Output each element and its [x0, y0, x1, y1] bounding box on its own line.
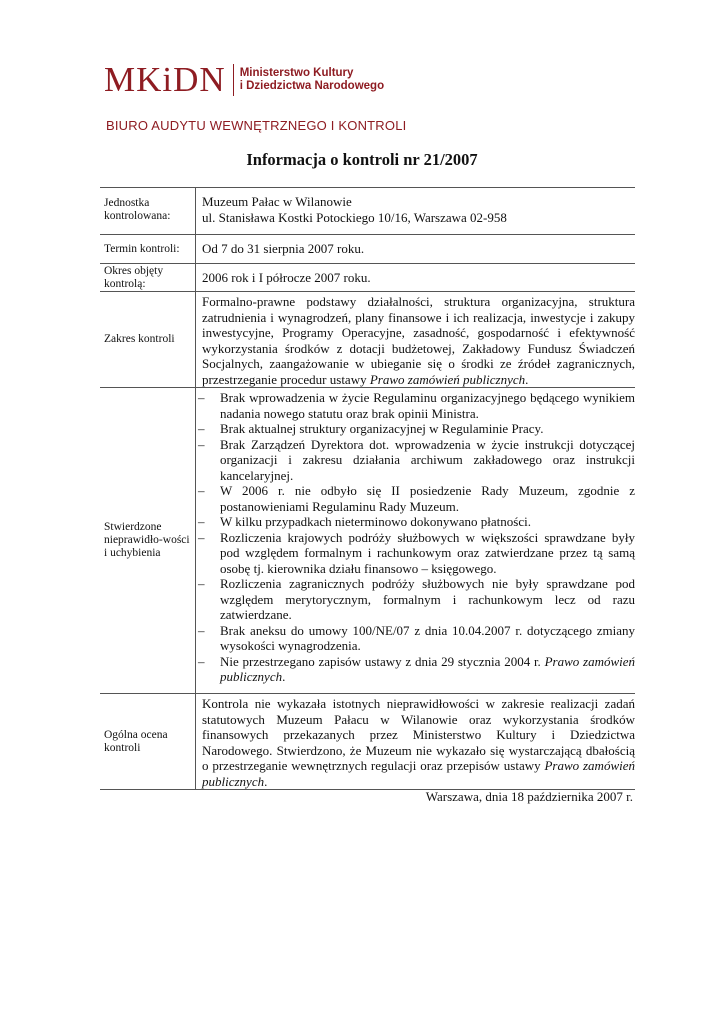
finding-item: – Brak aneksu do umowy 100/NE/07 z dnia 10.04.2007 r. dotyczącego zmiany wysokości wynagrodzenia.: [202, 623, 635, 654]
scope-law-name: Prawo zamówień publicznych: [369, 371, 526, 387]
findings-list: [202, 390, 635, 685]
value-scope: [196, 292, 636, 388]
ministry-logo: [104, 62, 384, 97]
assessment-law-name: Prawo zamówień publicznych: [202, 758, 635, 789]
logo-divider: [233, 64, 234, 96]
label-scope: Zakres kontroli: [100, 292, 196, 388]
scope-text: Formalno-prawne podstawy działalności, struktura organizacyjna, struktura zatrudnienia i wynagrodzeń, plany finansowe i ich realizacja, inwestycje i zakupy inwestycyjne, Programy Operacyjne, zasadność, gospodarność i efektywność wykorzystania środków z dotacji budżetowej, Zakładowy Fundusz Świadczeń Socjalnych, zaangażowanie w ubieganie się o środki ze źródeł zagranicznych, przestrzeganie procedur ustawy: [202, 294, 635, 387]
document-title: Informacja o kontroli nr 21/2007: [246, 150, 478, 169]
finding-item: – Brak wprowadzenia w życie Regulaminu organizacyjnego będącego wynikiem nadania nowego statutu oraz brak opinii Ministra.: [202, 390, 635, 421]
ministry-name-line1: Ministerstwo Kultury: [239, 66, 354, 79]
value-term: Od 7 do 31 sierpnia 2007 roku.: [202, 241, 365, 257]
assessment-text: Kontrola nie wykazała istotnych nieprawidłowości w zakresie realizacji zadań statutowych Muzeum Pałacu w Wilanowie oraz wykorzystania środków finansowych przekazanych przez Ministerstwo Kultury i Dziedzictwa Narodowego. Stwierdzono, że Muzeum nie wykazało się wystarczającą dbałością o przestrzeganie wewnętrznych regulacji oraz przepisów ustawy: [202, 696, 635, 773]
finding-item: – Rozliczenia krajowych podróży służbowych w większości sprawdzane były pod względem formalnym i rachunkowym oraz zatwierdzane przez tą samą osobę tj. kierownika działu finansowo – księgowego.: [202, 530, 635, 577]
label-unit: Jednostka kontrolowana:: [100, 188, 196, 235]
label-period: Okres objęty kontrolą:: [100, 264, 196, 292]
value-findings: [196, 388, 636, 694]
finding-item-last: [202, 654, 635, 685]
finding-last-end: .: [282, 669, 286, 684]
finding-last-text: Nie przestrzegano zapisów ustawy z dnia 29 stycznia 2004 r.: [220, 653, 545, 669]
finding-item: – Brak aktualnej struktury organizacyjnej w Regulaminie Pracy.: [202, 421, 635, 437]
unit-address: ul. Stanisława Kostki Potockiego 10/16, Warszawa 02-958: [202, 209, 507, 225]
finding-item: – W 2006 r. nie odbyło się II posiedzenie Rady Muzeum, zgodnie z postanowieniami Regulaminu Rady Muzeum.: [202, 483, 635, 514]
row-term: [100, 235, 635, 264]
unit-name: Muzeum Pałac w Wilanowie: [202, 194, 352, 209]
label-term: Termin kontroli:: [100, 235, 196, 264]
row-period: [100, 264, 635, 292]
ministry-name: [240, 67, 384, 93]
inspection-table: [100, 187, 635, 790]
finding-law-name: Prawo zamówień publicznych: [220, 653, 636, 684]
assessment-end: .: [264, 773, 268, 789]
finding-item: – Rozliczenia zagranicznych podróży służbowych nie były sprawdzane pod względem merytorycznym, formalnym i rachunkowym lecz od razu zatwierdzane.: [202, 576, 635, 623]
place-and-date: Warszawa, dnia 18 października 2007 r.: [425, 789, 633, 804]
value-assessment: [196, 694, 636, 790]
finding-item: – Brak Zarządzeń Dyrektora dot. wprowadzenia w życie instrukcji dotyczącej organizacji i zakresu działania archiwum zakładowego oraz instrukcji kancelaryjnej.: [202, 437, 635, 484]
finding-item: – W kilku przypadkach nieterminowo dokonywano płatności.: [202, 514, 635, 530]
bureau-name: BIURO AUDYTU WEWNĘTRZNEGO I KONTROLI: [106, 118, 407, 133]
row-findings: [100, 388, 635, 694]
value-unit: [196, 188, 636, 235]
ministry-name-line2: i Dziedzictwa Narodowego: [239, 79, 385, 92]
label-findings: Stwierdzone nieprawidło-wości i uchybienia: [100, 388, 196, 694]
row-scope: [100, 292, 635, 388]
label-assessment: Ogólna ocena kontroli: [100, 694, 196, 790]
value-period: 2006 rok i I półrocze 2007 roku.: [202, 269, 371, 285]
logo-mark: MKiDN: [104, 60, 226, 99]
row-assessment: [100, 694, 635, 790]
row-unit: [100, 188, 635, 235]
scope-end: .: [525, 371, 529, 387]
